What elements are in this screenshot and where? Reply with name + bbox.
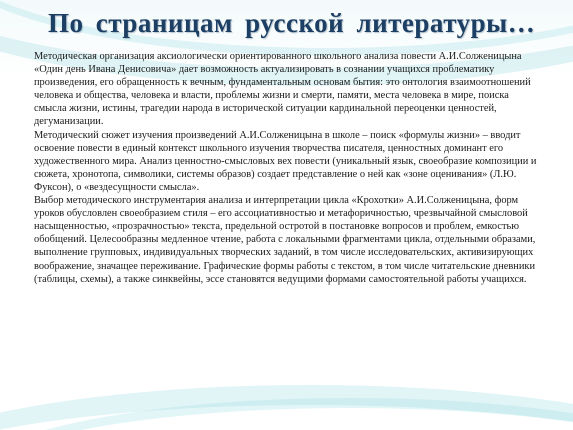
- decorative-wave-bottom-inner: [0, 398, 573, 430]
- slide-title: По страницам русской литературы…: [48, 8, 536, 38]
- paragraph-analysis: Методическая организация аксиологически ориентированного школьного анализа повести А.И.Солженицына «Один день Ивана Денисовича» дает возможность актуализировать в сознании учащихся проблематику произведения, его обращенность к вечным, фундаментальным основам бытия: это онтология взаимоотношений человека и общества, человека и власти, проблемы жизни и смерти, памяти, места человека в мире, поиска смысла жизни, истины, трагедии народа в исторической ситуации кардинальной переоценки ценностей, дегуманизации.: [34, 51, 531, 128]
- decorative-wave-bottom: [0, 385, 573, 430]
- paragraph-methodical-plot: Методический сюжет изучения произведений А.И.Солженицына в школе – поиск «формулы жизни» – вводит освоение повести в единый контекст школьного изучения творчества писателя, ценностных доминант его художественного мира. Анализ ценностно-смысловых вех повести (уникальный язык, своеобразие композиции и сюжета, хронотопа, символики, системы образов) создает представление о ней как «зоне оценивания» (Л.Ю. Фуксон), о «вездесущности смысла».: [34, 129, 537, 193]
- slide-body: [34, 50, 542, 286]
- paragraph-tools: Выбор методического инструментария анализа и интерпретации цикла «Крохотки» А.И.Солженицына, форм уроков обусловлен своеобразием стиля – его ассоциативностью и метафоричностью, чрезвычайной смысловой насыщенностью, «прозрачностью» текста, предельной остротой в постановке вопросов и проблем, емкостью обобщений. Целесообразны медленное чтение, работа с локальными фрагментами цикла, отдельными образами, выполнение групповых, индивидуальных творческих заданий, в том числе исследовательских, активизирующих воображение, значащее переживание. Графические формы работы с текстом, в том числе читательские дневники (таблицы, схемы), а также синквейны, эссе становятся ведущими формами самостоятельной работы учащихся.: [34, 195, 536, 285]
